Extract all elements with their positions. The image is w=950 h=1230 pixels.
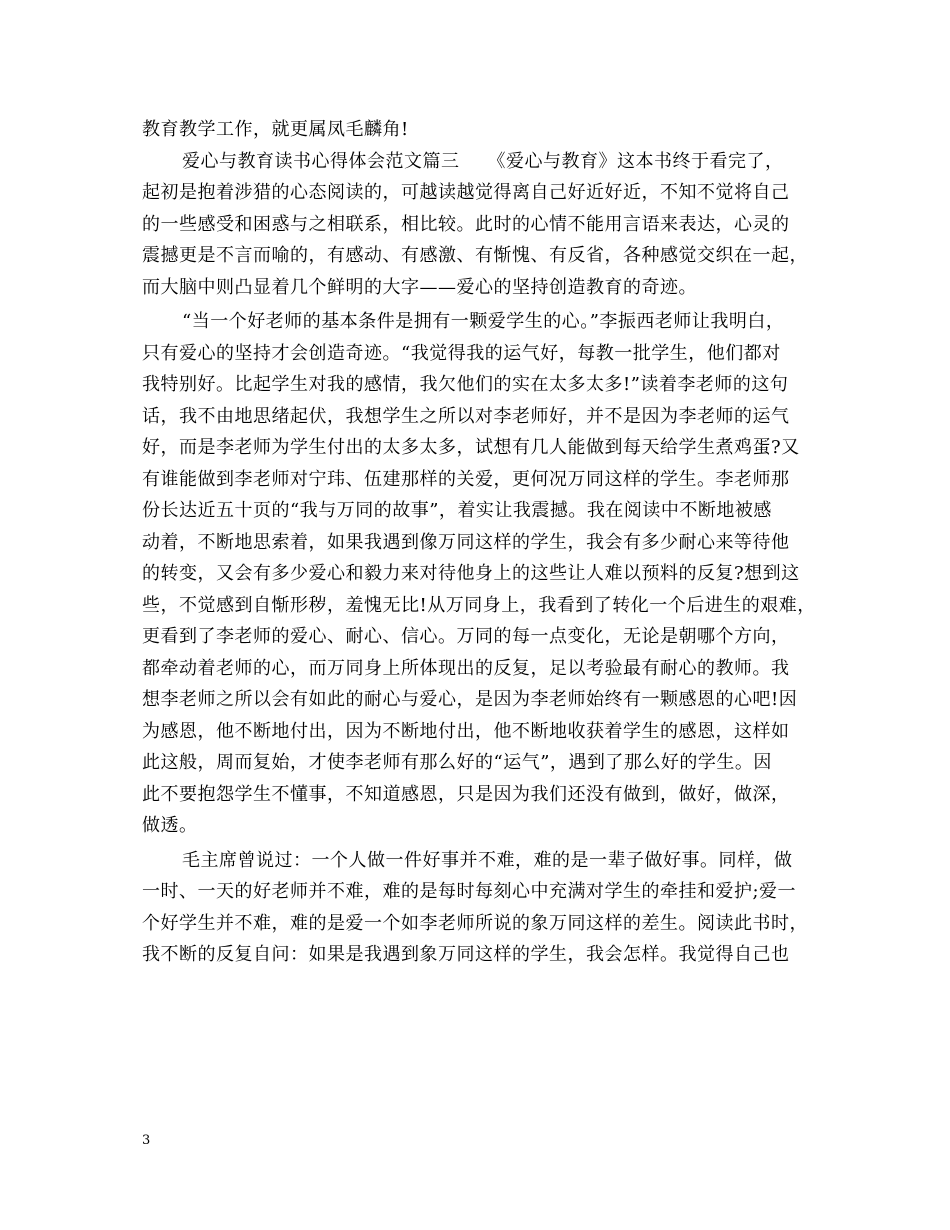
text-line: 震撼更是不言而喻的，有感动、有感激、有惭愧、有反省，各种感觉交织在一起， — [142, 245, 808, 266]
text-line: 有谁能做到李老师对宁玮、伍建那样的关爱，更何况万同这样的学生。李老师那 — [142, 468, 790, 490]
text-line: 个好学生并不难，难的是爱一个如李老师所说的象万同这样的差生。阅读此书时， — [142, 912, 808, 934]
text-line: 毛主席曾说过：一个人做一件好事并不难，难的是一辈子做好事。同样，做 — [182, 849, 793, 871]
text-line: 此不要抱怨学生不懂事，不知道感恩，只是因为我们还没有做到，做好，做深， — [142, 783, 790, 805]
text-line: 话，我不由地思绪起伏，我想学生之所以对李老师好，并不是因为李老师的运气 — [142, 405, 790, 427]
text-line: 一时、一天的好老师并不难，难的是每时每刻心中充满对学生的牵挂和爱护;爱一 — [142, 881, 797, 902]
text-line: 些，不觉感到自惭形秽，羞愧无比!从万同身上，我看到了转化一个后进生的艰难， — [142, 594, 816, 616]
text-line: 动着，不断地思索着，如果我遇到像万同这样的学生，我会有多少耐心来等待他 — [142, 531, 790, 553]
text-line: 而大脑中则凸显着几个鲜明的大字——爱心的坚持创造教育的奇迹。 — [142, 276, 697, 298]
text-line: 的一些感受和困惑与之相联系，相比较。此时的心情不能用言语来表达，心灵的 — [142, 213, 790, 235]
text-line: 爱心与教育读书心得体会范文篇三 《爱心与教育》这本书终于看完了， — [182, 150, 784, 172]
text-line: 此这般，周而复始，才使李老师有那么好的“运气”，遇到了那么好的学生。因 — [142, 752, 772, 773]
text-line: 起初是抱着涉猎的心态阅读的，可越读越觉得离自己好近好近，不知不觉将自己 — [142, 182, 790, 203]
text-line: 份长达近五十页的“我与万同的故事”，着实让我震撼。我在阅读中不断地被感 — [142, 500, 772, 521]
text-line: 做透。 — [142, 815, 198, 836]
text-line: 教育教学工作，就更属凤毛麟角! — [142, 119, 409, 140]
text-line: “当一个好老师的基本条件是拥有一颗爱学生的心。”李振西老师让我明白， — [182, 311, 785, 332]
page-number: 3 — [142, 1133, 151, 1148]
text-line: 好，而是李老师为学生付出的太多太多，试想有几人能做到每天给学生煮鸡蛋?又 — [142, 437, 800, 458]
text-line: 的转变，又会有多少爱心和毅力来对待他身上的这些让人难以预料的反复?想到这 — [142, 563, 800, 584]
text-line: 我特别好。比起学生对我的感情，我欠他们的实在太多太多!”读着李老师的这句 — [142, 374, 789, 395]
text-line: 更看到了李老师的爱心、耐心、信心。万同的每一点变化，无论是朝哪个方向， — [142, 626, 790, 647]
document-body — [142, 114, 814, 971]
text-line: 只有爱心的坚持才会创造奇迹。“我觉得我的运气好，每教一批学生，他们都对 — [142, 342, 781, 364]
text-line: 为感恩，他不断地付出，因为不断地付出，他不断地收获着学生的感恩，这样如 — [142, 720, 790, 742]
text-line: 想李老师之所以会有如此的耐心与爱心，是因为李老师始终有一颗感恩的心吧!因 — [142, 689, 798, 710]
text-line: 我不断的反复自问：如果是我遇到象万同这样的学生，我会怎样。我觉得自己也 — [142, 944, 790, 965]
text-line: 都牵动着老师的心，而万同身上所体现出的反复，足以考验最有耐心的教师。我 — [142, 657, 790, 679]
